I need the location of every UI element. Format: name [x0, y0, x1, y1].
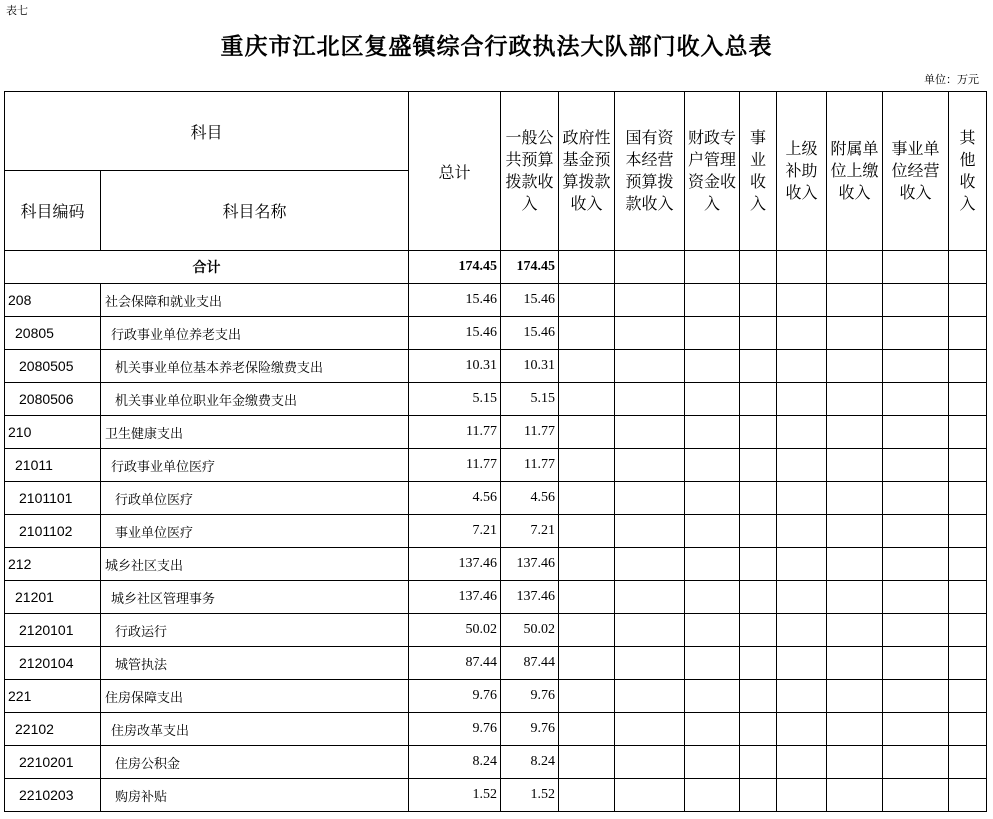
total-cell: 11.77: [409, 416, 501, 449]
total-cell: 50.02: [409, 614, 501, 647]
general-budget-cell: 5.15: [501, 383, 559, 416]
empty-cell: [559, 350, 615, 383]
empty-cell: [883, 416, 949, 449]
empty-cell: [615, 383, 685, 416]
subject-code-cell: 2210201: [5, 746, 101, 779]
general-budget-cell: 8.24: [501, 746, 559, 779]
empty-cell: [685, 350, 740, 383]
empty-cell: [777, 581, 827, 614]
empty-cell: [685, 614, 740, 647]
empty-cell: [559, 581, 615, 614]
subject-code-cell: 221: [5, 680, 101, 713]
empty-cell: [827, 317, 883, 350]
header-affiliated-remit: 附属单位上缴收入: [827, 92, 883, 251]
table-row: [5, 515, 987, 548]
total-row: [5, 251, 987, 284]
empty-cell: [615, 515, 685, 548]
empty-cell: [615, 416, 685, 449]
empty-cell: [777, 779, 827, 812]
header-special-account: 财政专户管理资金收入: [685, 92, 740, 251]
total-cell: 4.56: [409, 482, 501, 515]
empty-cell: [615, 449, 685, 482]
empty-cell: [615, 482, 685, 515]
subject-name-cell: 事业单位医疗: [101, 515, 409, 548]
empty-cell: [685, 746, 740, 779]
table-row: [5, 647, 987, 680]
subject-name-cell: 城乡社区管理事务: [101, 581, 409, 614]
empty-cell: [559, 713, 615, 746]
empty-cell: [883, 515, 949, 548]
empty-cell: [559, 284, 615, 317]
empty-cell: [883, 284, 949, 317]
subject-code-cell: 22102: [5, 713, 101, 746]
subject-name-cell: 住房改革支出: [101, 713, 409, 746]
empty-cell: [827, 647, 883, 680]
table-row: [5, 449, 987, 482]
empty-cell: [827, 383, 883, 416]
empty-cell: [827, 746, 883, 779]
empty-cell: [740, 614, 777, 647]
header-subject: 科目: [5, 92, 409, 171]
total-cell: 5.15: [409, 383, 501, 416]
empty-cell: [615, 581, 685, 614]
empty-cell: [559, 680, 615, 713]
total-cell: 137.46: [409, 581, 501, 614]
header-superior-subsidy: 上级补助收入: [777, 92, 827, 251]
empty-cell: [777, 317, 827, 350]
empty-cell: [559, 779, 615, 812]
empty-cell: [685, 581, 740, 614]
subject-code-cell: 20805: [5, 317, 101, 350]
empty-cell: [777, 350, 827, 383]
empty-cell: [559, 416, 615, 449]
empty-cell: [827, 449, 883, 482]
general-budget-cell: 15.46: [501, 284, 559, 317]
general-budget-cell: 10.31: [501, 350, 559, 383]
empty-cell: [559, 614, 615, 647]
subject-code-cell: 2101102: [5, 515, 101, 548]
subject-code-cell: 21201: [5, 581, 101, 614]
empty-cell: [949, 449, 987, 482]
table-row: [5, 350, 987, 383]
empty-cell: [559, 317, 615, 350]
header-code: 科目编码: [5, 171, 101, 251]
table-row: [5, 581, 987, 614]
empty-cell: [827, 284, 883, 317]
empty-cell: [949, 284, 987, 317]
table-row: [5, 713, 987, 746]
general-budget-cell: 137.46: [501, 548, 559, 581]
empty-cell: [740, 416, 777, 449]
empty-cell: [949, 548, 987, 581]
empty-cell: [559, 548, 615, 581]
empty-cell: [740, 449, 777, 482]
empty-cell: [685, 680, 740, 713]
empty-cell: [949, 581, 987, 614]
empty-cell: [685, 515, 740, 548]
subject-name-cell: 机关事业单位基本养老保险缴费支出: [101, 350, 409, 383]
subject-code-cell: 212: [5, 548, 101, 581]
header-total: 总计: [409, 92, 501, 251]
empty-cell: [949, 416, 987, 449]
header-business-income: 事业收入: [740, 92, 777, 251]
subject-name-cell: 行政事业单位医疗: [101, 449, 409, 482]
empty-cell: [615, 746, 685, 779]
empty-cell: [777, 449, 827, 482]
empty-cell: [777, 515, 827, 548]
header-gov-fund: 政府性基金预算拨款收入: [559, 92, 615, 251]
empty-cell: [777, 416, 827, 449]
total-cell: 15.46: [409, 317, 501, 350]
empty-cell: [777, 284, 827, 317]
empty-cell: [777, 746, 827, 779]
empty-cell: [685, 416, 740, 449]
empty-cell: [883, 680, 949, 713]
subject-code-cell: 2120104: [5, 647, 101, 680]
empty-cell: [615, 713, 685, 746]
empty-cell: [949, 383, 987, 416]
empty-cell: [883, 383, 949, 416]
empty-cell: [777, 647, 827, 680]
empty-cell: [827, 581, 883, 614]
subject-name-cell: 城管执法: [101, 647, 409, 680]
empty-cell: [883, 713, 949, 746]
header-other-income: 其他收入: [949, 92, 987, 251]
empty-cell: [615, 548, 685, 581]
general-budget-cell: 11.77: [501, 449, 559, 482]
subject-name-cell: 行政事业单位养老支出: [101, 317, 409, 350]
table-row: [5, 746, 987, 779]
table-row: [5, 680, 987, 713]
total-cell: 11.77: [409, 449, 501, 482]
empty-cell: [777, 713, 827, 746]
empty-cell: [777, 482, 827, 515]
empty-cell: [685, 647, 740, 680]
empty-cell: [740, 680, 777, 713]
general-budget-cell: 11.77: [501, 416, 559, 449]
empty-cell: [740, 515, 777, 548]
header-unit-operation: 事业单位经营收入: [883, 92, 949, 251]
table-row: [5, 284, 987, 317]
total-cell: 174.45: [409, 251, 501, 284]
empty-cell: [559, 383, 615, 416]
table-row: [5, 416, 987, 449]
empty-cell: [777, 383, 827, 416]
subject-code-cell: 2080505: [5, 350, 101, 383]
empty-cell: [740, 482, 777, 515]
subject-name-cell: 卫生健康支出: [101, 416, 409, 449]
empty-cell: [559, 647, 615, 680]
empty-cell: [827, 680, 883, 713]
empty-cell: [740, 647, 777, 680]
total-cell: 1.52: [409, 779, 501, 812]
empty-cell: [949, 779, 987, 812]
empty-cell: [615, 647, 685, 680]
empty-cell: [740, 746, 777, 779]
empty-cell: [740, 779, 777, 812]
empty-cell: [883, 614, 949, 647]
table-number-tag: 表七: [6, 4, 28, 17]
empty-cell: [883, 548, 949, 581]
empty-cell: [740, 548, 777, 581]
empty-cell: [685, 383, 740, 416]
table-row: [5, 548, 987, 581]
total-cell: 10.31: [409, 350, 501, 383]
empty-cell: [949, 614, 987, 647]
subject-name-cell: 住房公积金: [101, 746, 409, 779]
empty-cell: [949, 515, 987, 548]
empty-cell: [827, 548, 883, 581]
table-row: [5, 383, 987, 416]
total-cell: 87.44: [409, 647, 501, 680]
subject-name-cell: 住房保障支出: [101, 680, 409, 713]
empty-cell: [685, 284, 740, 317]
subject-code-cell: 21011: [5, 449, 101, 482]
subject-code-cell: 2120101: [5, 614, 101, 647]
table-row: [5, 482, 987, 515]
empty-cell: [827, 713, 883, 746]
general-budget-cell: 15.46: [501, 317, 559, 350]
empty-cell: [949, 713, 987, 746]
empty-cell: [883, 581, 949, 614]
empty-cell: [883, 350, 949, 383]
empty-cell: [685, 449, 740, 482]
general-budget-cell: 1.52: [501, 779, 559, 812]
empty-cell: [949, 317, 987, 350]
empty-cell: [883, 317, 949, 350]
empty-cell: [827, 482, 883, 515]
empty-cell: [777, 680, 827, 713]
subject-code-cell: 2080506: [5, 383, 101, 416]
header-general-budget: 一般公共预算拨款收入: [501, 92, 559, 251]
total-cell: 15.46: [409, 284, 501, 317]
header-name: 科目名称: [101, 171, 409, 251]
empty-cell: [615, 284, 685, 317]
empty-cell: [559, 449, 615, 482]
empty-cell: [883, 482, 949, 515]
empty-cell: [615, 779, 685, 812]
subject-name-cell: 购房补贴: [101, 779, 409, 812]
total-label: 合计: [5, 251, 409, 284]
empty-cell: [949, 746, 987, 779]
empty-cell: [740, 284, 777, 317]
general-budget-cell: 9.76: [501, 713, 559, 746]
total-cell: 137.46: [409, 548, 501, 581]
empty-cell: [740, 581, 777, 614]
general-budget-cell: 137.46: [501, 581, 559, 614]
empty-cell: [827, 515, 883, 548]
empty-cell: [615, 680, 685, 713]
table-row: [5, 779, 987, 812]
general-budget-cell: 7.21: [501, 515, 559, 548]
empty-cell: [827, 350, 883, 383]
total-cell: 8.24: [409, 746, 501, 779]
empty-cell: [777, 548, 827, 581]
general-budget-cell: 87.44: [501, 647, 559, 680]
empty-cell: [740, 383, 777, 416]
empty-cell: [559, 482, 615, 515]
table-row: [5, 614, 987, 647]
empty-cell: [685, 779, 740, 812]
empty-cell: [827, 416, 883, 449]
header-state-capital: 国有资本经营预算拨款收入: [615, 92, 685, 251]
subject-name-cell: 城乡社区支出: [101, 548, 409, 581]
empty-cell: [827, 614, 883, 647]
general-budget-cell: 50.02: [501, 614, 559, 647]
empty-cell: [685, 317, 740, 350]
subject-code-cell: 210: [5, 416, 101, 449]
empty-cell: [949, 647, 987, 680]
empty-cell: [883, 647, 949, 680]
total-cell: 9.76: [409, 680, 501, 713]
subject-name-cell: 行政单位医疗: [101, 482, 409, 515]
empty-cell: [685, 548, 740, 581]
empty-cell: [559, 515, 615, 548]
empty-cell: [883, 449, 949, 482]
income-summary-table: [4, 91, 987, 812]
table-row: [5, 317, 987, 350]
empty-cell: [615, 350, 685, 383]
page-title: 重庆市江北区复盛镇综合行政执法大队部门收入总表: [220, 33, 773, 60]
empty-cell: [949, 350, 987, 383]
subject-name-cell: 机关事业单位职业年金缴费支出: [101, 383, 409, 416]
subject-code-cell: 2101101: [5, 482, 101, 515]
empty-cell: [949, 482, 987, 515]
empty-cell: [559, 746, 615, 779]
empty-cell: [685, 482, 740, 515]
total-cell: 7.21: [409, 515, 501, 548]
subject-code-cell: 2210203: [5, 779, 101, 812]
empty-cell: [949, 680, 987, 713]
empty-cell: [740, 350, 777, 383]
empty-cell: [883, 746, 949, 779]
subject-name-cell: 社会保障和就业支出: [101, 284, 409, 317]
empty-cell: [615, 614, 685, 647]
general-budget-cell: 174.45: [501, 251, 559, 284]
general-budget-cell: 4.56: [501, 482, 559, 515]
subject-name-cell: 行政运行: [101, 614, 409, 647]
empty-cell: [615, 317, 685, 350]
empty-cell: [777, 614, 827, 647]
empty-cell: [685, 713, 740, 746]
empty-cell: [740, 713, 777, 746]
unit-label: 单位：万元: [924, 73, 979, 86]
empty-cell: [827, 779, 883, 812]
total-cell: 9.76: [409, 713, 501, 746]
general-budget-cell: 9.76: [501, 680, 559, 713]
subject-code-cell: 208: [5, 284, 101, 317]
empty-cell: [883, 779, 949, 812]
empty-cell: [740, 317, 777, 350]
